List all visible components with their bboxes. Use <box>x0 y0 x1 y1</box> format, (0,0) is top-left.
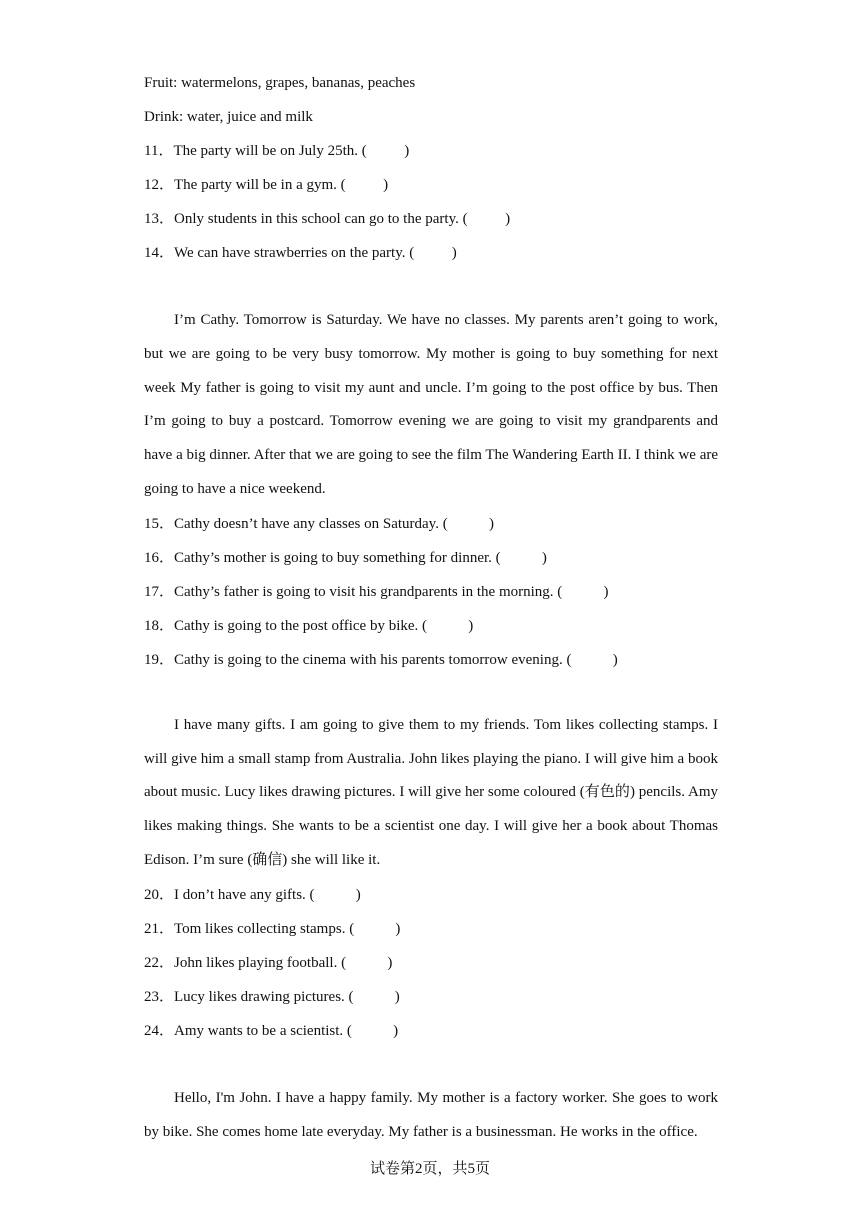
question-text: Cathy’s father is going to visit his grandparents in the morning. ( ) <box>174 583 609 600</box>
question-12 <box>144 168 718 202</box>
question-24 <box>144 1014 718 1048</box>
question-19 <box>144 643 718 677</box>
question-number: 13． <box>144 211 175 227</box>
section-spacer <box>144 270 718 304</box>
question-17 <box>144 575 718 609</box>
passage-john-family: Hello, I'm John. I have a happy family. My mother is a factory worker. She goes to work by bike. She comes home late everyday. My father is a businessman. He works in the office. <box>144 1089 718 1140</box>
question-15 <box>144 507 718 541</box>
question-number: 19． <box>144 651 175 668</box>
question-number: 23． <box>144 988 175 1005</box>
question-text: Cathy is going to the post office by bike. ( ) <box>174 617 474 634</box>
question-18 <box>144 609 718 643</box>
question-13 <box>144 202 718 236</box>
question-number: 21． <box>144 920 175 937</box>
page-footer: 试卷第2页，共5页 <box>369 1161 490 1177</box>
drink-line: Drink: water, juice and milk <box>144 109 313 125</box>
question-number: 20． <box>144 886 175 903</box>
question-text: The party will be in a gym. ( ) <box>174 177 389 193</box>
question-23 <box>144 980 718 1014</box>
section-spacer <box>144 677 718 709</box>
question-text: Only students in this school can go to the party. ( ) <box>174 211 511 227</box>
question-14 <box>144 236 718 270</box>
question-20 <box>144 878 718 912</box>
section-spacer <box>144 1048 718 1082</box>
question-text: Cathy doesn’t have any classes on Saturday. ( ) <box>174 515 494 532</box>
question-number: 15． <box>144 515 175 532</box>
question-number: 14． <box>144 245 175 261</box>
question-22 <box>144 946 718 980</box>
question-11 <box>144 134 718 168</box>
question-number: 11． <box>144 143 174 159</box>
question-number: 18． <box>144 617 175 634</box>
question-text: Tom likes collecting stamps. ( ) <box>174 920 401 937</box>
question-number: 12． <box>144 177 175 193</box>
question-text: Cathy is going to the cinema with his parents tomorrow evening. ( ) <box>174 651 618 668</box>
question-number: 16． <box>144 549 175 566</box>
passage-cathy: I’m Cathy. Tomorrow is Saturday. We have no classes. My parents aren’t going to work, but we are going to be very busy tomorrow. My mother is going to buy something for next week My father is going to visit my aunt and uncle. I’m going to the post office by bus. Then I’m going to buy a postcard. Tomorrow evening we are going to visit my grandparents and have a big dinner. After that we are going to see the film The Wandering Earth II. I think we are going to have a nice weekend. <box>144 312 718 497</box>
exam-page-content <box>144 66 718 1149</box>
question-text: Amy wants to be a scientist. ( ) <box>174 1022 399 1039</box>
question-text: Cathy’s mother is going to buy something for dinner. ( ) <box>174 549 547 566</box>
fruit-line: Fruit: watermelons, grapes, bananas, peaches <box>144 75 416 91</box>
question-text: John likes playing football. ( ) <box>174 954 393 971</box>
question-number: 22． <box>144 954 175 971</box>
question-number: 17． <box>144 583 175 600</box>
question-text: The party will be on July 25th. ( ) <box>173 143 410 159</box>
question-number: 24． <box>144 1022 175 1039</box>
question-text: Lucy likes drawing pictures. ( ) <box>174 988 400 1005</box>
question-text: I don’t have any gifts. ( ) <box>174 886 361 903</box>
question-text: We can have strawberries on the party. ( ) <box>174 245 457 261</box>
question-21 <box>144 912 718 946</box>
passage-gifts: I have many gifts. I am going to give them to my friends. Tom likes collecting stamps. I will give him a small stamp from Australia. John likes playing the piano. I will give him a book about music. Lucy likes drawing pictures. I will give her some coloured (有色的) pencils. Amy likes making things. She wants to be a scientist one day. I will give her a book about Thomas Edison. I’m sure (确信) she will like it. <box>144 716 718 868</box>
question-16 <box>144 541 718 575</box>
